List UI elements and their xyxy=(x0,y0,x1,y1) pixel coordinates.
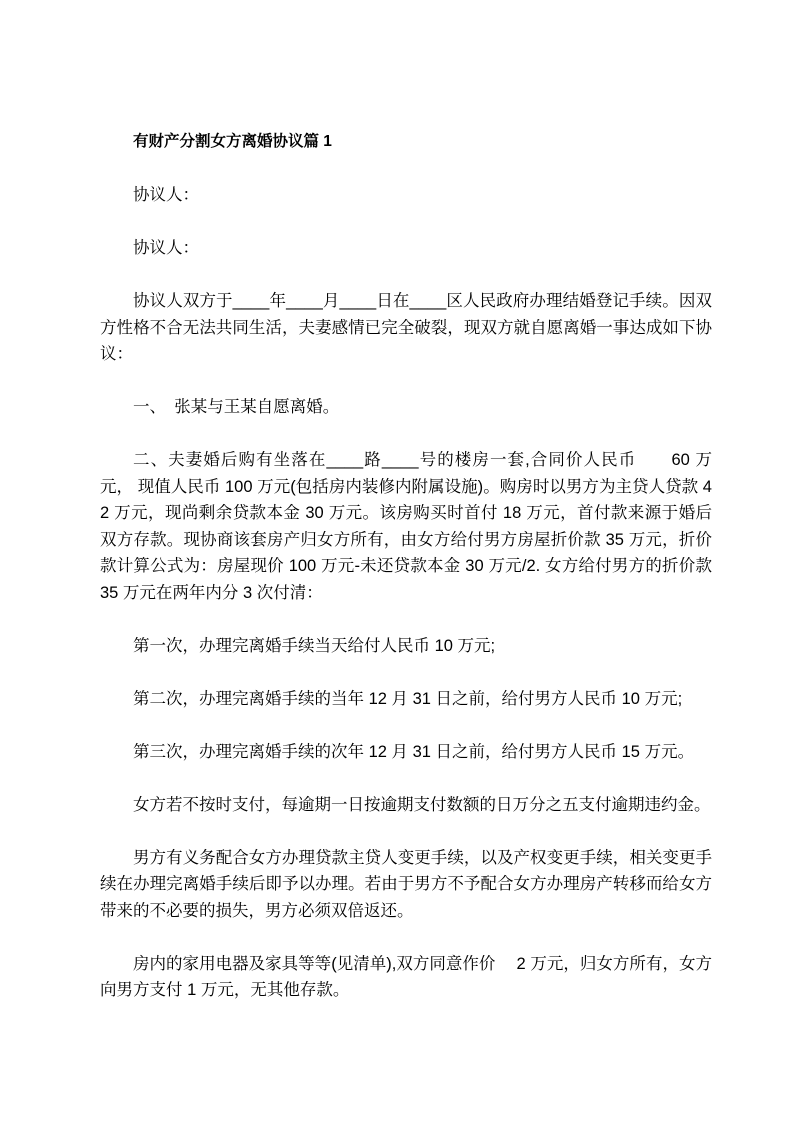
document-content xyxy=(100,129,712,1030)
paragraph-appliances: 房内的家用电器及家具等等(见清单),双方同意作价 2 万元，归女方所有，女方向男方支付 1 万元，无其他存款。 xyxy=(100,954,712,999)
paragraph-party-2: 协议人： xyxy=(133,239,199,257)
paragraph-clause-2: 二、夫妻婚后购有坐落在____路____号的楼房一套,合同价人民币 60 万元， 现值人民币 100 万元(包括房内装修内附属设施)。购房时以男方为主贷人贷款 42 万元，现尚剩余贷款本金 30 万元。该房购买时首付 18 万元，首付款来源于婚后双方存款。现协商该套房产归女方所有，由女方给付男方房屋折价款 35 万元，折价款计算公式为：房屋现价 100 万元-未还贷款本金 30 万元/2. 女方给付男方的折价款 35 万元在两年内分 3 次付清： xyxy=(100,451,712,602)
paragraph-preamble: 协议人双方于____年____月____日在____区人民政府办理结婚登记手续。因双方性格不合无法共同生活，夫妻感情已完全破裂，现双方就自愿离婚一事达成如下协议： xyxy=(100,292,712,363)
paragraph-transfer-obligation: 男方有义务配合女方办理贷款主贷人变更手续，以及产权变更手续，相关变更手续在办理完离婚手续后即予以办理。若由于男方不予配合女方办理房产转移而给女方带来的不必要的损失，男方必须双倍返还。 xyxy=(100,848,712,920)
paragraph-party-1: 协议人： xyxy=(133,186,199,204)
document-title: 有财产分割女方离婚协议篇 1 xyxy=(133,133,332,150)
paragraph-payment-2: 第二次，办理完离婚手续的当年 12 月 31 日之前，给付男方人民币 10 万元; xyxy=(133,689,683,708)
paragraph-payment-3: 第三次，办理完离婚手续的次年 12 月 31 日之前，给付男方人民币 15 万元。 xyxy=(133,742,695,761)
paragraph-penalty: 女方若不按时支付，每逾期一日按逾期支付数额的日万分之五支付逾期违约金。 xyxy=(133,795,711,814)
paragraph-payment-1: 第一次，办理完离婚手续当天给付人民币 10 万元; xyxy=(133,636,496,655)
paragraph-clause-1: 一、 张某与王某自愿离婚。 xyxy=(133,398,340,416)
